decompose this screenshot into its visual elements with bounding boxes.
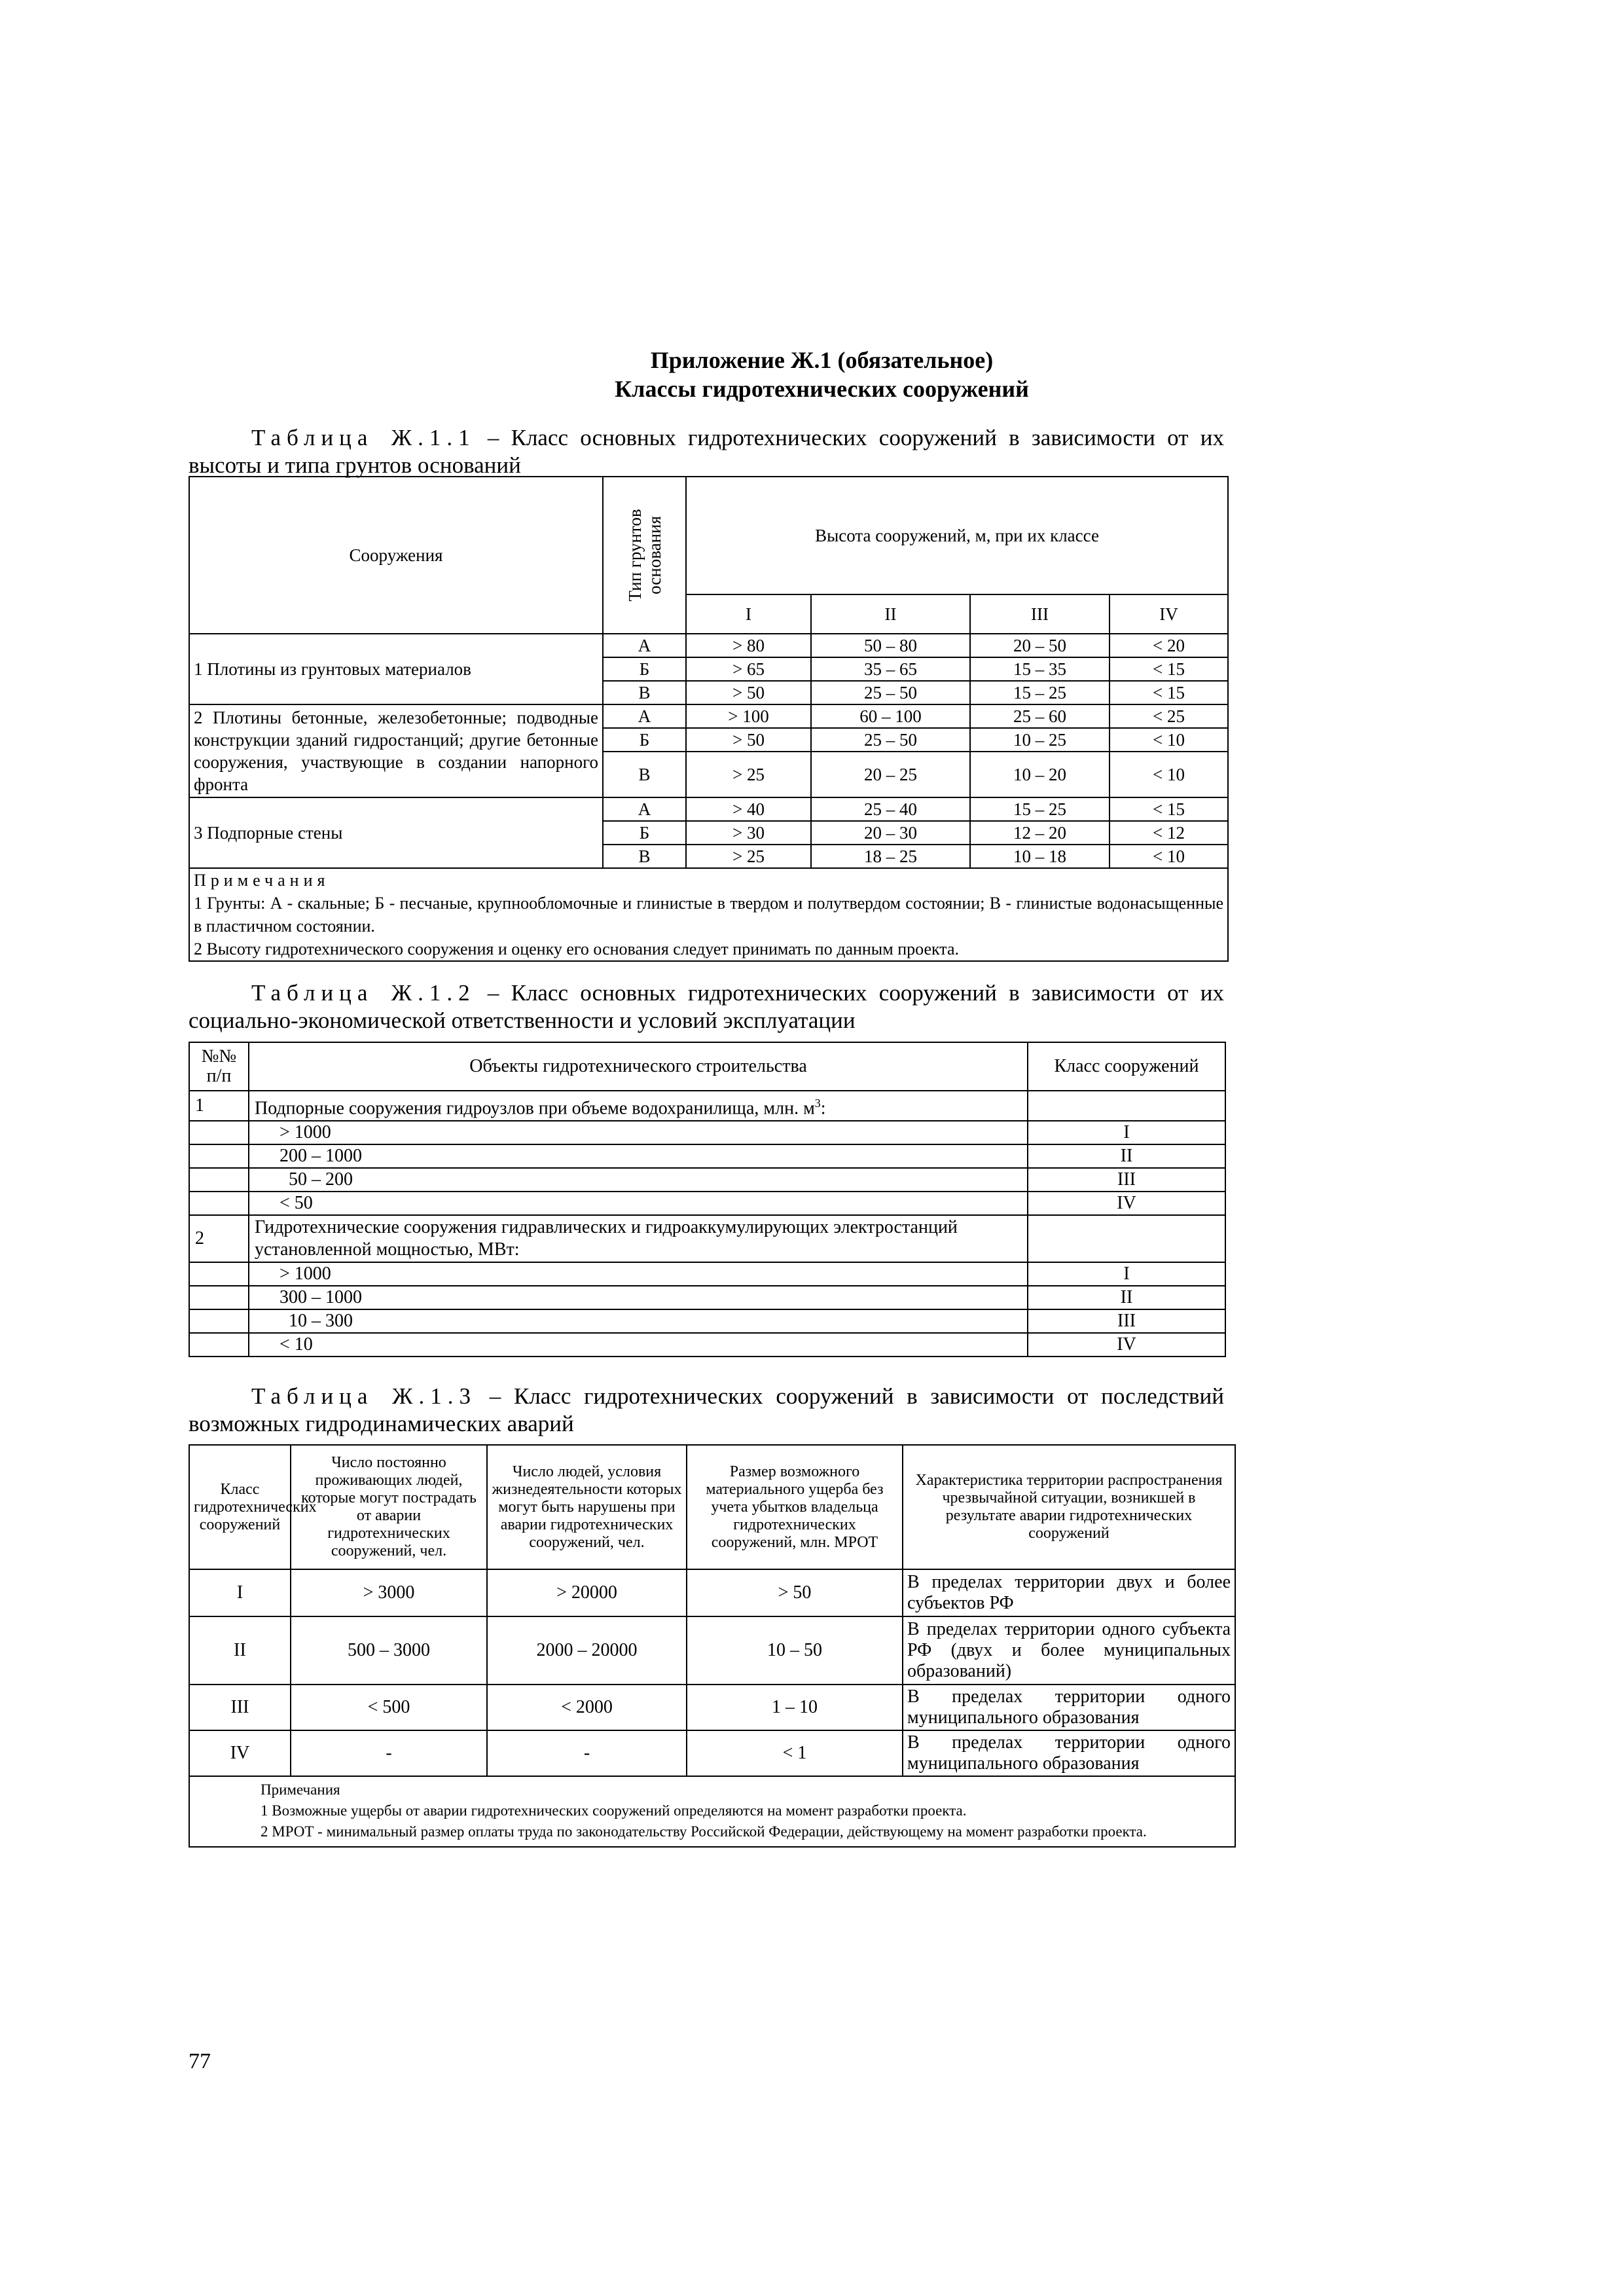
t1-cell: > 25 [686,845,811,868]
t1-soil: В [603,752,686,797]
t2-range: < 10 [249,1333,1028,1357]
t1-cell: 25 – 50 [811,728,970,752]
t3-affected: < 2000 [487,1685,687,1730]
t2-header-num-line2: п/п [206,1066,232,1086]
t2-class: II [1028,1144,1225,1168]
t3-people: - [291,1730,487,1776]
appendix-title: Приложение Ж.1 (обязательное) [650,347,994,373]
t1-soil: А [603,634,686,657]
t1-note-1: 1 Грунты: А - скальные; Б - песчаные, крупнообломочные и глинистые в твердом и полутвердом состоянии; В - глинистые водонасыщенные в пластичном состоянии. [194,894,1224,936]
t1-cell: < 15 [1110,657,1228,681]
t1-cell: < 25 [1110,704,1228,728]
t3-affected: 2000 – 20000 [487,1616,687,1685]
t1-cell: > 30 [686,821,811,845]
table-social-economic-class [189,1042,1226,1357]
t3-territory: В пределах территории одного муниципального образования [903,1685,1235,1730]
t1-cell: 10 – 20 [970,752,1110,797]
t3-damage: 10 – 50 [687,1616,903,1685]
t2-empty-cell [189,1333,249,1357]
table1-caption [189,424,1224,479]
t3-header-damage: Размер возможного материального ущерба без учета убытков владельца гидротехнических сооружений, млн. МРОТ [687,1445,903,1569]
t1-header-class-iv: IV [1110,594,1228,634]
table-hydrodynamic-accident-class [189,1444,1236,1848]
t1-cell: > 25 [686,752,811,797]
t2-header-objects: Объекты гидротехнического строительства [249,1042,1028,1091]
t1-header-soil-type-line1: Тип грунтов [624,509,645,602]
t1-cell: < 10 [1110,728,1228,752]
t2-header-num-line1: №№ [201,1046,237,1066]
t2-section-title-end: : [820,1098,826,1119]
t1-cell: > 50 [686,681,811,704]
t1-cell: < 10 [1110,845,1228,868]
t2-empty-cell [1028,1215,1225,1262]
t1-cell: 25 – 40 [811,797,970,821]
t1-group-name: 2 Плотины бетонные, железобетонные; подводные конструкции зданий гидростанций; другие бетонные сооружения, участвующие в создании напорного фронта [189,704,603,797]
t1-soil: В [603,845,686,868]
t1-cell: 20 – 50 [970,634,1110,657]
t3-people: > 3000 [291,1569,487,1616]
t1-cell: 50 – 80 [811,634,970,657]
t1-soil: Б [603,728,686,752]
t2-class: I [1028,1262,1225,1286]
t3-note-1: 1 Возможные ущербы от аварии гидротехнических сооружений определяются на момент разработки проекта. [261,1802,967,1819]
t2-empty-cell [189,1309,249,1333]
table1-caption-text: – Класс основных гидротехнических сооружений в зависимости от их высоты и типа грунтов оснований [189,425,1224,478]
t2-section-title-sup: 3 [814,1096,821,1110]
table3-caption-text: – Класс гидротехнических сооружений в зависимости от последствий возможных гидродинамических аварий [189,1383,1224,1436]
t1-cell: 18 – 25 [811,845,970,868]
t1-notes [189,868,1228,961]
t3-territory: В пределах территории двух и более субъектов РФ [903,1569,1235,1616]
t2-empty-cell [189,1286,249,1309]
t1-cell: > 100 [686,704,811,728]
t1-group-name: 1 Плотины из грунтовых материалов [189,634,603,704]
t3-affected: - [487,1730,687,1776]
t2-class: IV [1028,1192,1225,1215]
t1-cell: > 65 [686,657,811,681]
t1-cell: 35 – 65 [811,657,970,681]
t2-range: 10 – 300 [249,1309,1028,1333]
table1-caption-label: Таблица Ж.1.1 [251,425,476,450]
t3-notes [189,1776,1235,1847]
t2-empty-cell [189,1192,249,1215]
t2-range: > 1000 [249,1121,1028,1144]
t2-class: II [1028,1286,1225,1309]
t2-class: I [1028,1121,1225,1144]
t1-header-height: Высота сооружений, м, при их классе [686,477,1228,594]
table2-caption [189,979,1224,1034]
t3-header-people: Число постоянно проживающих людей, которые могут пострадать от аварии гидротехнических сооружений, чел. [291,1445,487,1569]
t1-cell: > 50 [686,728,811,752]
t1-soil: А [603,797,686,821]
t3-territory: В пределах территории одного муниципального образования [903,1730,1235,1776]
t1-header-structures: Сооружения [189,477,603,634]
t1-header-class-i: I [686,594,811,634]
t3-territory: В пределах территории одного субъекта РФ (двух и более муниципальных образований) [903,1616,1235,1685]
appendix-heading [0,346,1624,403]
t1-notes-title: Примечания [194,871,330,890]
t3-people: 500 – 3000 [291,1616,487,1685]
appendix-subtitle: Классы гидротехнических сооружений [615,376,1029,402]
t1-cell: 15 – 25 [970,797,1110,821]
t1-note-2: 2 Высоту гидротехнического сооружения и оценку его основания следует принимать по данным проекта. [194,939,960,958]
t3-affected: > 20000 [487,1569,687,1616]
t1-cell: 20 – 25 [811,752,970,797]
t1-cell: 10 – 25 [970,728,1110,752]
t3-people: < 500 [291,1685,487,1730]
t2-section-title-text: Подпорные сооружения гидроузлов при объеме водохранилища, млн. м [255,1098,815,1119]
t1-soil: Б [603,821,686,845]
t1-cell: 25 – 50 [811,681,970,704]
t2-empty-cell [189,1121,249,1144]
t1-cell: 20 – 30 [811,821,970,845]
t1-cell: 15 – 25 [970,681,1110,704]
t1-cell: 60 – 100 [811,704,970,728]
t2-empty-cell [189,1262,249,1286]
t1-soil: В [603,681,686,704]
table3-caption [189,1383,1224,1438]
page-number: 77 [189,2049,211,2073]
t1-cell: 25 – 60 [970,704,1110,728]
t2-class: IV [1028,1333,1225,1357]
t2-empty-cell [189,1144,249,1168]
t3-damage: > 50 [687,1569,903,1616]
table3-caption-label: Таблица Ж.1.3 [251,1383,477,1409]
t2-range: 200 – 1000 [249,1144,1028,1168]
t3-notes-title: Примечания [261,1781,340,1798]
t2-empty-cell [189,1168,249,1192]
t2-range: 50 – 200 [249,1168,1028,1192]
table2-caption-text: – Класс основных гидротехнических сооружений в зависимости от их социально-экономической ответственности и условий эксплуатации [189,980,1224,1033]
t3-damage: 1 – 10 [687,1685,903,1730]
t2-range: 300 – 1000 [249,1286,1028,1309]
t1-soil: Б [603,657,686,681]
t1-cell: < 20 [1110,634,1228,657]
t3-header-class: Класс гидротехнических сооружений [189,1445,291,1569]
t2-empty-cell [1028,1091,1225,1121]
t1-cell: 12 – 20 [970,821,1110,845]
table-height-soil-class [189,476,1229,962]
t1-cell: > 80 [686,634,811,657]
t1-cell: 10 – 18 [970,845,1110,868]
t2-class: III [1028,1168,1225,1192]
t2-section-num: 1 [189,1091,249,1121]
t2-section-num: 2 [189,1215,249,1262]
t2-header-class: Класс сооружений [1028,1042,1225,1091]
t2-range: < 50 [249,1192,1028,1215]
t3-class: III [189,1685,291,1730]
t1-soil: А [603,704,686,728]
t3-header-territory: Характеристика территории распространения чрезвычайной ситуации, возникшей в результате аварии гидротехнических сооружений [903,1445,1235,1569]
t2-header-num [189,1042,249,1091]
t1-cell: < 15 [1110,797,1228,821]
t1-cell: > 40 [686,797,811,821]
t3-class: I [189,1569,291,1616]
t1-cell: < 10 [1110,752,1228,797]
t1-cell: 15 – 35 [970,657,1110,681]
t1-header-soil-type [603,477,686,634]
t3-class: IV [189,1730,291,1776]
table2-caption-label: Таблица Ж.1.2 [251,980,476,1006]
t3-damage: < 1 [687,1730,903,1776]
t3-header-affected: Число людей, условия жизнедеятельности которых могут быть нарушены при аварии гидротехнических сооружений, чел. [487,1445,687,1569]
t1-cell: < 15 [1110,681,1228,704]
t3-class: II [189,1616,291,1685]
t2-class: III [1028,1309,1225,1333]
t1-header-class-ii: II [811,594,970,634]
t1-header-class-iii: III [970,594,1110,634]
t1-group-name: 3 Подпорные стены [189,797,603,868]
t2-range: > 1000 [249,1262,1028,1286]
t3-note-2: 2 МРОТ - минимальный размер оплаты труда по законодательству Российской Федерации, действующему на момент разработки проекта. [261,1823,1147,1840]
t1-header-soil-type-line2: основания [644,516,664,594]
t2-section-title [249,1091,1028,1121]
t2-section-title: Гидротехнические сооружения гидравлических и гидроаккумулирующих электростанций установленной мощностью, МВт: [249,1215,1028,1262]
t1-cell: < 12 [1110,821,1228,845]
